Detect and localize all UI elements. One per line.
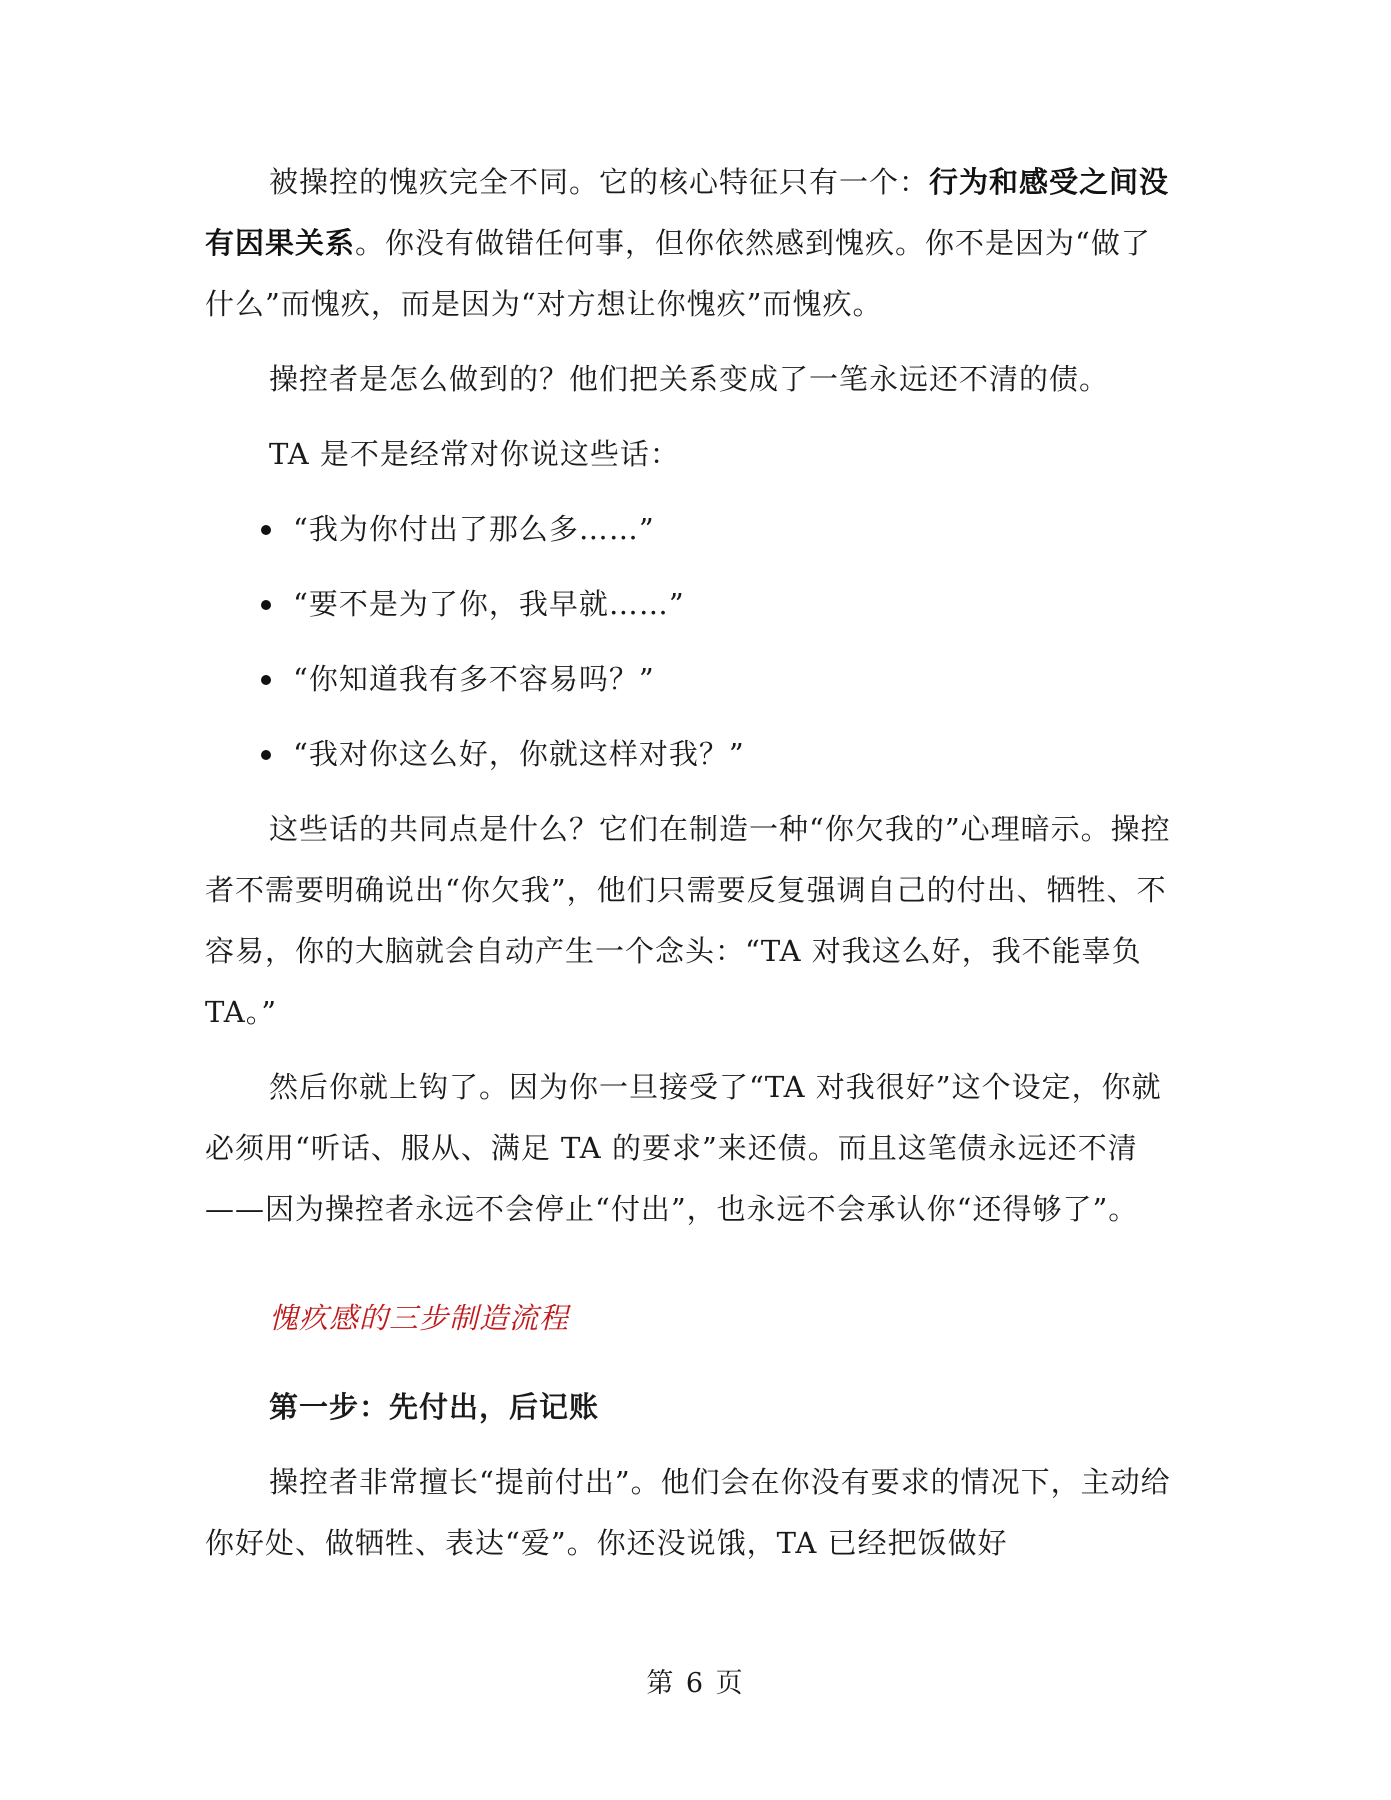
quote-list: [205, 499, 1180, 785]
list-item-text: “你知道我有多不容易吗？”: [293, 662, 655, 696]
paragraph-intro-quotes: TA 是不是经常对你说这些话：: [269, 437, 680, 471]
page-number: 第 6 页: [646, 1668, 745, 1699]
section-title: 愧疚感的三步制造流程: [269, 1301, 570, 1335]
list-item: [205, 724, 1180, 785]
bullet-dot-icon: [261, 600, 271, 610]
paragraph-guilt-difference: [205, 152, 1180, 335]
list-item-text: “我对你这么好，你就这样对我？”: [293, 737, 745, 771]
list-item-text: “我为你付出了那么多……”: [293, 512, 655, 546]
bold-emphasis: 行为和感受之间没有因果关系: [205, 165, 1170, 260]
list-item-text: “要不是为了你，我早就……”: [293, 587, 685, 621]
paragraph-text: 。你没有做错任何事，但你依然感到愧疚。你不是因为“做了什么”而愧疚，而是因为“对方想让你愧疚”而愧疚。: [205, 226, 1151, 321]
paragraph-pre-giving: 操控者非常擅长“提前付出”。他们会在你没有要求的情况下，主动给你好处、做牺牲、表达“爱”。你还没说饿，TA 已经把饭做好: [205, 1465, 1171, 1560]
paragraph-debt: 操控者是怎么做到的？他们把关系变成了一笔永远还不清的债。: [269, 362, 1110, 396]
bullet-dot-icon: [261, 750, 271, 760]
list-item: [205, 649, 1180, 710]
paragraph-text: 被操控的愧疚完全不同。它的核心特征只有一个：: [269, 165, 930, 199]
paragraph-hooked: 然后你就上钩了。因为你一旦接受了“TA 对我很好”这个设定，你就必须用“听话、服从、满足 TA 的要求”来还债。而且这笔债永远还不清——因为操控者永远不会停止“付出”，也永远不会承认你“还得够了”。: [205, 1070, 1162, 1226]
bullet-dot-icon: [261, 675, 271, 685]
list-item: [205, 499, 1180, 560]
paragraph-common-point: 这些话的共同点是什么？它们在制造一种“你欠我的”心理暗示。操控者不需要明确说出“你欠我”，他们只需要反复强调自己的付出、牺牲、不容易，你的大脑就会自动产生一个念头：“TA 对我这么好，我不能辜负 TA。”: [205, 812, 1171, 1029]
list-item: [205, 574, 1180, 635]
bullet-dot-icon: [261, 525, 271, 535]
page-content: [205, 152, 1180, 1574]
step-one-title: 第一步：先付出，后记账: [269, 1390, 600, 1424]
